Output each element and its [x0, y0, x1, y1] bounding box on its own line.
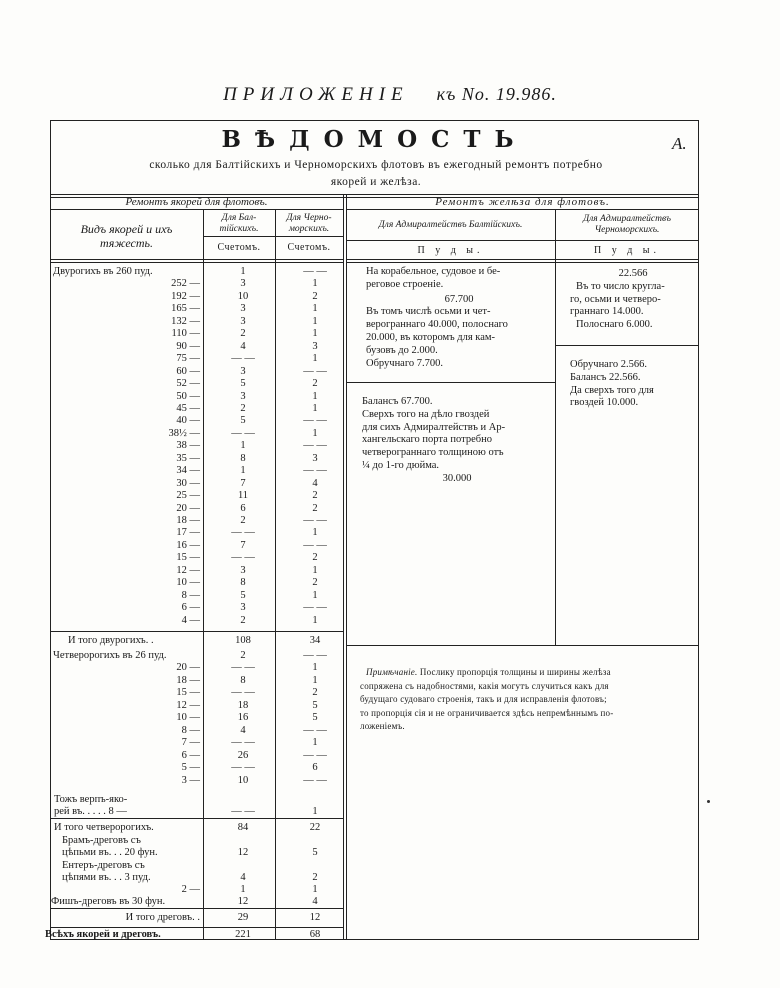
rule	[346, 209, 699, 210]
row-label: рей въ. . . . . 8 —	[54, 806, 127, 817]
baltic-count: 12	[237, 896, 249, 907]
baltic-count: 2	[240, 614, 246, 626]
black-sea-count: 1	[312, 278, 318, 290]
black-sea-count: 6	[312, 762, 318, 774]
baltic-count: 6	[240, 502, 246, 514]
row-label: 3 —	[181, 774, 200, 786]
baltic-count: 5	[240, 589, 246, 601]
table-row	[45, 928, 348, 941]
black-sea-count: 3	[312, 452, 318, 464]
baltic-count: 3	[240, 303, 246, 315]
black-sea-count: 1	[312, 589, 318, 601]
baltic-count: 4	[240, 724, 246, 736]
table-row	[48, 265, 348, 278]
baltic-count: 11	[237, 490, 249, 502]
subtitle-line: якорей и желѣза.	[330, 176, 422, 188]
baltic-count: 7	[240, 539, 246, 551]
row-label: Ентеръ-дреговъ съ	[62, 860, 145, 871]
rule	[50, 262, 343, 263]
black-sea-count: 1	[312, 315, 318, 327]
baltic-count: 3	[240, 278, 246, 290]
rule	[555, 345, 699, 346]
table-row	[48, 427, 348, 440]
row-label: 38½ —	[168, 427, 200, 439]
black-sea-count: — —	[303, 266, 327, 277]
rule	[50, 631, 343, 632]
row-label: 34 —	[176, 465, 200, 477]
table-row	[48, 414, 348, 427]
rule	[50, 194, 699, 195]
row-label: 110 —	[171, 328, 200, 340]
rule	[50, 209, 343, 210]
row-label: 192 —	[171, 290, 200, 302]
baltic-count: 3	[240, 365, 246, 377]
row-label: 45 —	[176, 402, 200, 414]
table-row	[48, 514, 348, 527]
baltic-count: 3	[240, 390, 246, 402]
rule	[346, 240, 699, 241]
black-sea-count: 2	[312, 290, 318, 302]
baltic-count: 10	[237, 774, 249, 786]
table-row	[48, 846, 348, 859]
baltic-count: 5	[240, 378, 246, 390]
black-sea-count: 34	[309, 635, 321, 646]
text-line: будущаго судоваго строенiя, такъ и для исправленiя флотовъ;	[360, 694, 607, 704]
black-sea-count: — —	[303, 365, 327, 377]
black-sea-count: — —	[303, 749, 327, 761]
baltic-nails-text	[362, 396, 552, 486]
black-sea-count: 2	[312, 872, 318, 883]
baltic-count: 1	[240, 440, 246, 452]
black-sea-count: 2	[312, 687, 318, 699]
rule	[50, 908, 343, 909]
row-label: 30 —	[176, 477, 200, 489]
table-row	[48, 439, 348, 452]
column-header-black-sea	[275, 213, 343, 235]
row-label: 16 —	[176, 539, 200, 551]
header-line: морскихъ.	[288, 224, 330, 234]
black-sea-iron-text	[570, 268, 696, 332]
baltic-count: 26	[237, 749, 249, 761]
rule	[50, 818, 343, 819]
black-sea-count: 1	[312, 303, 318, 315]
row-label: Всѣхъ якорей и дреговъ.	[45, 929, 161, 940]
row-label: Брамъ-дреговъ съ	[62, 835, 141, 846]
count-label: Счетомъ.	[217, 242, 261, 253]
text-line: Полоснаго 6.000.	[576, 319, 653, 331]
table-row	[48, 774, 348, 787]
row-label: 18 —	[176, 674, 200, 686]
baltic-count: 16	[237, 712, 249, 724]
baltic-count: — —	[231, 687, 255, 699]
baltic-count: 2	[240, 515, 246, 526]
baltic-count: 1	[240, 465, 246, 477]
baltic-count: — —	[231, 527, 255, 539]
baltic-count: 2	[240, 328, 246, 340]
baltic-count: 221	[235, 929, 251, 940]
row-label: 8 —	[181, 724, 200, 736]
black-sea-count: 1	[312, 674, 318, 686]
table-row	[48, 315, 348, 328]
row-label: 10 —	[176, 577, 200, 589]
text-line: ложенiемъ.	[360, 721, 405, 731]
baltic-count: 1	[240, 266, 246, 277]
column-divider	[555, 209, 556, 645]
row-label: 6 —	[181, 602, 200, 614]
note-label: Примѣчанiе.	[366, 667, 418, 677]
row-label: 4 —	[181, 614, 200, 626]
baltic-count: 18	[237, 699, 249, 711]
table-row	[48, 502, 348, 515]
header-line: Черноморскихъ.	[594, 225, 660, 235]
black-sea-nails-text	[570, 359, 698, 410]
row-label: 20 —	[176, 502, 200, 514]
text-line: граннаго 14.000.	[570, 306, 644, 318]
table-row	[48, 377, 348, 390]
header-line: тяжесть.	[99, 236, 153, 250]
baltic-count: — —	[231, 427, 255, 439]
black-sea-count: 2	[312, 552, 318, 564]
table-row	[48, 601, 348, 614]
row-label: 60 —	[176, 365, 200, 377]
row-label: 35 —	[176, 452, 200, 464]
text-line: ¼ до 1-го дюйма.	[362, 459, 440, 471]
table-row	[48, 452, 348, 465]
black-sea-count: 1	[312, 402, 318, 414]
table-row	[48, 489, 348, 502]
black-sea-count: 22	[309, 822, 321, 833]
table-row	[48, 327, 348, 340]
appendix-title: ПРИЛОЖЕНIЕ	[223, 84, 409, 105]
row-label: 12 —	[176, 699, 200, 711]
table-row	[48, 895, 348, 908]
text-line: четверограннаго толщиною отъ	[362, 447, 504, 459]
text-line: 30.000	[442, 472, 472, 484]
column-header-black-admiralties	[555, 214, 699, 236]
text-line: Въ то число кругла-	[576, 280, 665, 292]
document-letter: А.	[672, 134, 687, 153]
black-sea-count: 1	[312, 884, 318, 895]
poods-label: П у д ы.	[593, 245, 661, 256]
ink-mark	[707, 800, 710, 803]
baltic-count: 108	[235, 635, 251, 646]
black-sea-count: 1	[312, 427, 318, 439]
table-row	[48, 805, 348, 818]
baltic-count: — —	[231, 552, 255, 564]
black-sea-count: — —	[303, 724, 327, 736]
baltic-count: 8	[240, 577, 246, 589]
baltic-count: 12	[237, 847, 249, 858]
baltic-count: 4	[240, 340, 246, 352]
baltic-count: 7	[240, 477, 246, 489]
table-row	[48, 614, 348, 627]
row-label: 17 —	[176, 527, 200, 539]
baltic-count: 3	[240, 315, 246, 327]
column-header-baltic-admiralties: Для Адмиралтействъ Балтiйскихъ.	[378, 220, 523, 230]
text-line: 22.566	[618, 268, 648, 279]
table-row	[48, 661, 348, 674]
baltic-count: 29	[237, 912, 249, 923]
black-sea-count: 1	[312, 806, 318, 817]
table-row	[48, 302, 348, 315]
baltic-count: — —	[231, 762, 255, 774]
table-row	[48, 711, 348, 724]
black-sea-count: — —	[303, 539, 327, 551]
row-label: 10 —	[176, 712, 200, 724]
table-row	[48, 699, 348, 712]
row-label: Двурогихъ въ 260 пуд.	[53, 266, 153, 277]
baltic-count: 3	[240, 602, 246, 614]
text-line: Послику пропорцiя толщины и ширины желѣза	[419, 667, 611, 677]
black-sea-count: 3	[312, 340, 318, 352]
table-row	[48, 277, 348, 290]
rule	[346, 645, 699, 646]
table-row	[48, 564, 348, 577]
table-row	[48, 365, 348, 378]
document-subtitle	[56, 157, 696, 191]
column-header-baltic	[203, 213, 275, 235]
text-line: то пропорцiя сiя и не ограничивается здѣсь непремѣннымъ по-	[360, 707, 614, 718]
row-label: 252 —	[171, 278, 200, 290]
baltic-count: 2	[240, 402, 246, 414]
black-sea-count: 1	[312, 614, 318, 626]
note	[360, 666, 694, 734]
row-label: 6 —	[181, 749, 200, 761]
row-label: И того четверорогихъ.	[54, 822, 154, 833]
black-sea-count: 1	[312, 353, 318, 365]
page-header	[0, 84, 780, 106]
rule	[203, 236, 343, 237]
section-heading-anchors: Ремонтъ якорей для флотовъ.	[125, 196, 268, 208]
text-line: для сихъ Адмиралтействъ и Ар-	[362, 421, 506, 433]
black-sea-count: 5	[312, 712, 318, 724]
black-sea-count: 1	[312, 564, 318, 576]
baltic-count: 4	[240, 872, 246, 883]
row-label: 75 —	[176, 353, 200, 365]
table-row	[48, 686, 348, 699]
header-line: Для Адмиралтействъ	[583, 214, 671, 224]
black-sea-count: 4	[312, 896, 318, 907]
rule	[346, 259, 699, 260]
row-label: 15 —	[176, 552, 200, 564]
appendix-number: къ No. 19.986.	[436, 84, 557, 104]
black-sea-count: 1	[312, 328, 318, 340]
black-sea-count: — —	[303, 465, 327, 477]
baltic-count: 8	[240, 674, 246, 686]
row-label: 18 —	[176, 515, 200, 526]
black-sea-count: — —	[303, 440, 327, 452]
table-row	[48, 911, 348, 924]
row-label: 7 —	[181, 737, 200, 749]
poods-label: П у д ы.	[417, 245, 484, 256]
row-label: 132 —	[171, 315, 200, 327]
row-label: 2 —	[181, 884, 200, 895]
baltic-count: — —	[231, 806, 255, 817]
text-line: реговое строенiе.	[366, 278, 444, 290]
baltic-count: — —	[231, 662, 255, 674]
text-line: На корабельное, судовое и бе-	[366, 266, 501, 277]
baltic-count: 3	[240, 564, 246, 576]
table-row	[48, 634, 348, 647]
row-label: 90 —	[176, 340, 200, 352]
row-label: И того двурогихъ. .	[68, 635, 154, 646]
row-label: 15 —	[176, 687, 200, 699]
table-row	[48, 649, 348, 662]
text-line: Обручнаго 2.566.	[570, 359, 648, 370]
black-sea-count: 2	[312, 577, 318, 589]
black-sea-count: 5	[312, 847, 318, 858]
black-sea-count: — —	[303, 415, 327, 427]
rule	[50, 259, 343, 260]
table-row	[48, 402, 348, 415]
text-line: 67.700	[444, 293, 474, 305]
baltic-count: 5	[240, 415, 246, 427]
black-sea-count: — —	[303, 774, 327, 786]
table-row	[48, 821, 348, 834]
text-line: гвоздей 10.000.	[570, 397, 639, 409]
text-line: 20.000, въ которомъ для кам-	[366, 331, 496, 343]
baltic-count: 84	[237, 822, 249, 833]
column-header-kind	[50, 222, 203, 250]
black-sea-count: 68	[309, 929, 321, 940]
text-line: хангельскаго порта потребно	[362, 434, 492, 446]
table-row	[48, 736, 348, 749]
table-row	[48, 761, 348, 774]
black-sea-count: 1	[312, 527, 318, 539]
subtitle-line: сколько для Балтiйскихъ и Черноморскихъ флотовъ въ ежегодный ремонтъ потребно	[149, 159, 603, 171]
table-row	[48, 352, 348, 365]
row-label: 52 —	[176, 378, 200, 390]
baltic-count: 10	[237, 290, 249, 302]
row-label: цѣпьми въ. . . 20 фун.	[62, 847, 158, 858]
header-line: Для Черно-	[286, 213, 332, 223]
table-row	[48, 340, 348, 353]
text-line: Да сверхъ того для	[570, 384, 654, 396]
black-sea-count: — —	[303, 515, 327, 526]
table-row	[48, 526, 348, 539]
row-label: 20 —	[176, 662, 200, 674]
row-label: Фишъ-дреговъ въ 30 фун.	[51, 896, 166, 907]
table-row	[48, 551, 348, 564]
text-line: бузовъ до 2.000.	[366, 344, 438, 356]
row-label: 8 —	[181, 589, 200, 601]
row-label: 12 —	[176, 564, 200, 576]
table-row	[48, 674, 348, 687]
black-sea-count: 2	[312, 490, 318, 502]
rule	[346, 262, 699, 263]
header-line: Видъ якорей и ихъ	[80, 222, 173, 236]
black-sea-count: 4	[312, 477, 318, 489]
text-line: Балансъ 67.700.	[362, 396, 433, 407]
table-row	[48, 290, 348, 303]
table-row	[48, 749, 348, 762]
row-label: 40 —	[176, 415, 200, 427]
table-row	[48, 589, 348, 602]
baltic-count: 8	[240, 452, 246, 464]
table-row	[48, 477, 348, 490]
black-sea-count: — —	[303, 650, 327, 661]
header-line: тiйскихъ.	[219, 224, 259, 234]
rule	[346, 382, 555, 383]
row-label: 38 —	[176, 440, 200, 452]
text-line: верограннаго 40.000, полоснаго	[366, 319, 508, 331]
row-label: 50 —	[176, 390, 200, 402]
text-line: го, осьми и четверо-	[570, 293, 661, 305]
section-heading-iron: Ремонтъ желѣза для флотовъ.	[435, 196, 610, 208]
black-sea-count: 1	[312, 662, 318, 674]
black-sea-count: 1	[312, 737, 318, 749]
baltic-count: 1	[240, 884, 246, 895]
baltic-count: 2	[240, 650, 246, 661]
black-sea-count: 12	[309, 912, 321, 923]
black-sea-count: — —	[303, 602, 327, 614]
text-line: Обручнаго 7.700.	[366, 357, 444, 369]
baltic-count: — —	[231, 737, 255, 749]
row-label: 25 —	[176, 490, 200, 502]
baltic-count: — —	[231, 353, 255, 365]
black-sea-count: 2	[312, 378, 318, 390]
black-sea-count: 1	[312, 390, 318, 402]
header-line: Для Бал-	[221, 213, 257, 223]
row-label: Тожъ верпъ-яко-	[54, 794, 128, 805]
table-row	[48, 539, 348, 552]
table-row	[48, 464, 348, 477]
text-line: Въ томъ числѣ осьми и чет-	[366, 306, 491, 318]
table-row	[48, 390, 348, 403]
baltic-iron-text	[366, 266, 552, 370]
table-row	[48, 576, 348, 589]
row-label: Четверорогихъ въ 26 пуд.	[53, 650, 167, 661]
black-sea-count: 2	[312, 502, 318, 514]
text-line: Сверхъ того на дѣло гвоздей	[362, 408, 490, 420]
text-line: сопряжена съ надобностями, какiя могутъ случиться какъ для	[360, 680, 609, 691]
row-label: И того дреговъ. .	[125, 912, 200, 923]
count-label: Счетомъ.	[287, 242, 331, 253]
row-label: цѣпями въ. . . 3 пуд.	[62, 872, 151, 883]
row-label: 5 —	[181, 762, 200, 774]
black-sea-count: 5	[312, 699, 318, 711]
table-row	[48, 724, 348, 737]
document-title: ВѢДОМОСТЬ	[221, 126, 528, 153]
row-label: 165 —	[171, 303, 200, 315]
text-line: Балансъ 22.566.	[570, 371, 641, 383]
